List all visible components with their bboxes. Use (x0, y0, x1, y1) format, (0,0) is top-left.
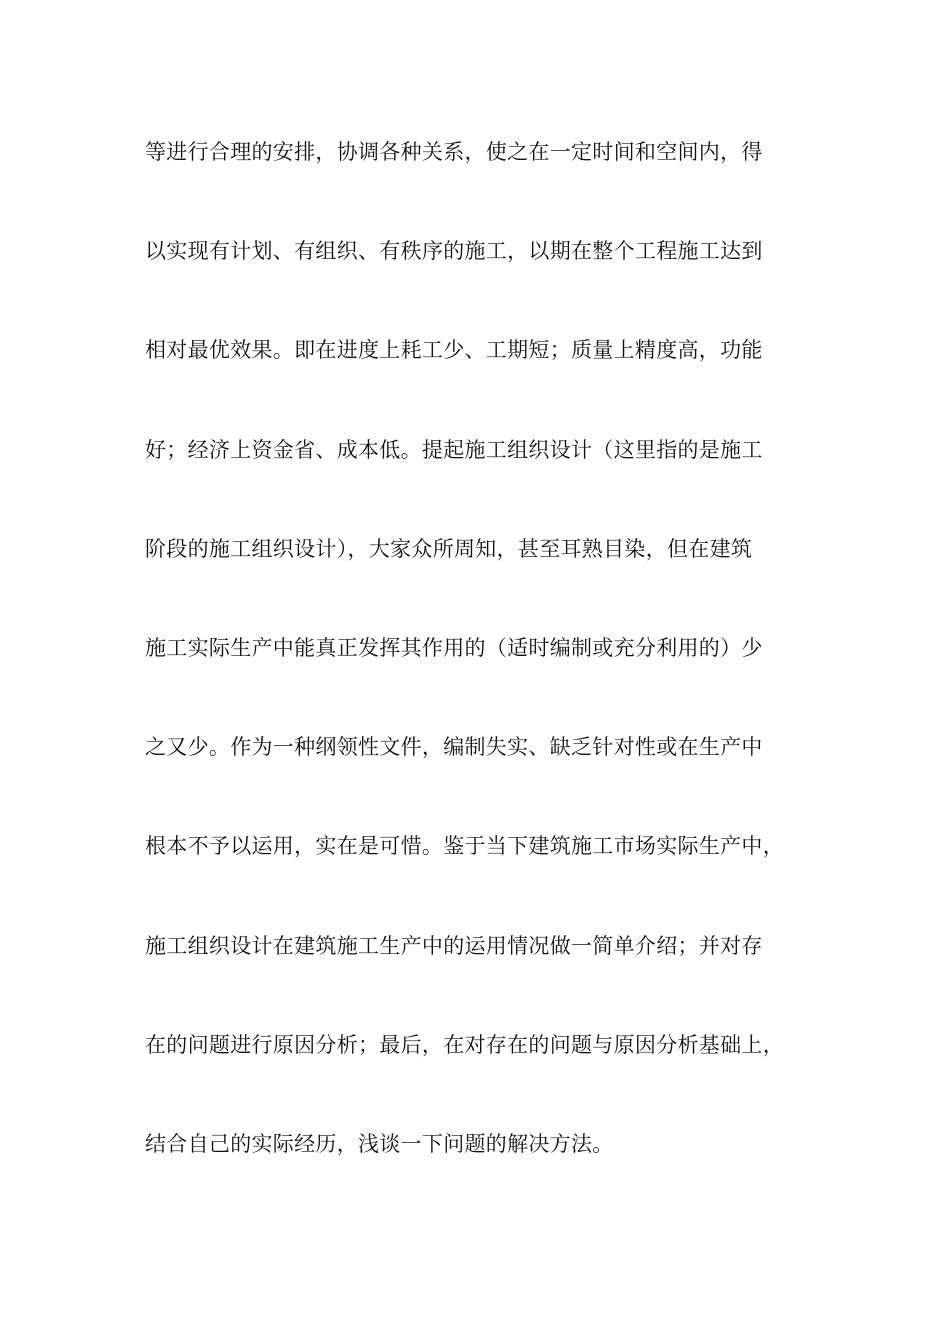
text-line: 阶段的施工组织设计），大家众所周知，甚至耳熟目染，但在建筑 (145, 536, 753, 561)
text-line: 等进行合理的安排，协调各种关系，使之在一定时间和空间内，得 (145, 140, 763, 164)
text-line: 在的问题进行原因分析；最后，在对存在的问题与原因分析基础上， (145, 1032, 784, 1057)
text-line: 施工组织设计在建筑施工生产中的运用情况做一简单介绍；并对存 (145, 933, 763, 958)
text-line: 以实现有计划、有组织、有秩序的施工，以期在整个工程施工达到 (145, 239, 763, 264)
text-line: 好；经济上资金省、成本低。提起施工组织设计（这里指的是施工 (145, 437, 763, 462)
text-line: 施工实际生产中能真正发挥其作用的（适时编制或充分利用的）少 (145, 635, 763, 660)
text-line: 相对最优效果。即在进度上耗工少、工期短；质量上精度高，功能 (145, 338, 763, 363)
text-line: 根本不予以运用，实在是可惜。鉴于当下建筑施工市场实际生产中， (145, 834, 784, 859)
text-line: 之又少。作为一种纲领性文件，编制失实、缺乏针对性或在生产中 (145, 735, 763, 760)
text-line: 结合自己的实际经历，浅谈一下问题的解决方法。 (145, 1131, 614, 1156)
body-paragraph (145, 130, 825, 1221)
